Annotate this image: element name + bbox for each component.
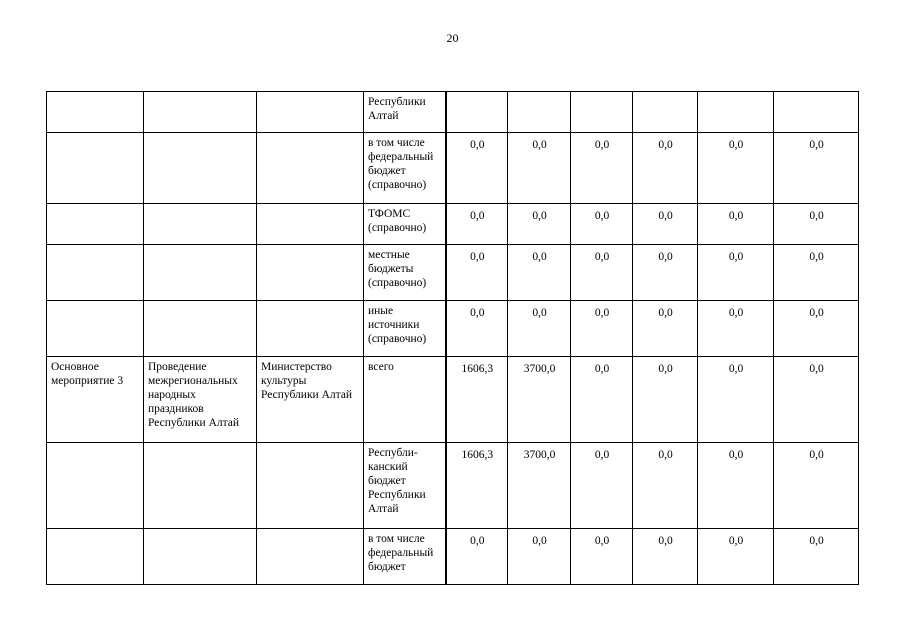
executor-cell: Министерство культуры Республики Алтай <box>257 357 364 443</box>
executor-cell <box>257 443 364 529</box>
table-row <box>47 529 859 585</box>
value-cell: 0,0 <box>571 133 633 204</box>
name-cell <box>144 204 257 245</box>
budget-table <box>46 91 859 585</box>
funding-source-cell: иные источники (справочно) <box>364 301 446 357</box>
value-cell: 1606,3 <box>446 443 508 529</box>
activity-cell <box>47 204 144 245</box>
value-cell: 0,0 <box>698 204 774 245</box>
name-cell <box>144 529 257 585</box>
value-cell: 0,0 <box>774 357 859 443</box>
value-cell: 0,0 <box>446 204 508 245</box>
value-cell: 0,0 <box>571 301 633 357</box>
activity-cell <box>47 443 144 529</box>
value-cell: 0,0 <box>774 245 859 301</box>
value-cell: 3700,0 <box>508 443 571 529</box>
value-cell <box>446 92 508 133</box>
value-cell: 0,0 <box>774 529 859 585</box>
executor-cell <box>257 133 364 204</box>
value-cell: 0,0 <box>633 133 698 204</box>
value-cell: 0,0 <box>571 245 633 301</box>
value-cell: 1606,3 <box>446 357 508 443</box>
funding-source-cell: ТФОМС (справочно) <box>364 204 446 245</box>
name-cell <box>144 443 257 529</box>
executor-cell <box>257 529 364 585</box>
executor-cell <box>257 301 364 357</box>
value-cell: 0,0 <box>698 443 774 529</box>
value-cell: 0,0 <box>508 301 571 357</box>
executor-cell <box>257 204 364 245</box>
value-cell: 0,0 <box>774 443 859 529</box>
name-cell <box>144 133 257 204</box>
value-cell: 0,0 <box>446 529 508 585</box>
value-cell: 0,0 <box>446 301 508 357</box>
executor-cell <box>257 245 364 301</box>
table-row <box>47 357 859 443</box>
value-cell: 0,0 <box>571 357 633 443</box>
value-cell: 0,0 <box>571 204 633 245</box>
value-cell <box>774 92 859 133</box>
value-cell: 0,0 <box>633 357 698 443</box>
activity-cell <box>47 529 144 585</box>
table-row <box>47 204 859 245</box>
name-cell <box>144 245 257 301</box>
name-cell <box>144 92 257 133</box>
value-cell: 0,0 <box>508 245 571 301</box>
table-row <box>47 245 859 301</box>
value-cell: 0,0 <box>633 204 698 245</box>
value-cell: 0,0 <box>698 133 774 204</box>
value-cell: 0,0 <box>571 529 633 585</box>
activity-cell <box>47 301 144 357</box>
activity-cell <box>47 133 144 204</box>
table-row <box>47 92 859 133</box>
name-cell <box>144 301 257 357</box>
value-cell: 0,0 <box>698 301 774 357</box>
executor-cell <box>257 92 364 133</box>
table-row <box>47 301 859 357</box>
value-cell <box>508 92 571 133</box>
funding-source-cell: Республики Алтай <box>364 92 446 133</box>
value-cell: 0,0 <box>446 133 508 204</box>
value-cell: 0,0 <box>698 529 774 585</box>
value-cell: 0,0 <box>698 245 774 301</box>
value-cell: 0,0 <box>446 245 508 301</box>
value-cell: 3700,0 <box>508 357 571 443</box>
funding-source-cell: в том числе федеральный бюджет (справочно) <box>364 133 446 204</box>
value-cell: 0,0 <box>774 301 859 357</box>
value-cell: 0,0 <box>508 204 571 245</box>
activity-cell <box>47 92 144 133</box>
value-cell <box>698 92 774 133</box>
value-cell <box>571 92 633 133</box>
value-cell: 0,0 <box>508 133 571 204</box>
value-cell: 0,0 <box>571 443 633 529</box>
value-cell: 0,0 <box>633 245 698 301</box>
activity-cell: Основное мероприятие 3 <box>47 357 144 443</box>
value-cell: 0,0 <box>698 357 774 443</box>
value-cell <box>633 92 698 133</box>
funding-source-cell: всего <box>364 357 446 443</box>
value-cell: 0,0 <box>774 133 859 204</box>
value-cell: 0,0 <box>633 443 698 529</box>
value-cell: 0,0 <box>633 529 698 585</box>
activity-cell <box>47 245 144 301</box>
funding-source-cell: местные бюджеты (справочно) <box>364 245 446 301</box>
funding-source-cell: Республи-канский бюджет Республики Алтай <box>364 443 446 529</box>
table-row <box>47 443 859 529</box>
value-cell: 0,0 <box>774 204 859 245</box>
funding-source-cell: в том числе федеральный бюджет <box>364 529 446 585</box>
value-cell: 0,0 <box>633 301 698 357</box>
table-row <box>47 133 859 204</box>
page-number: 20 <box>446 31 459 45</box>
value-cell: 0,0 <box>508 529 571 585</box>
name-cell: Проведение межрегиональных народных праздников Республики Алтай <box>144 357 257 443</box>
